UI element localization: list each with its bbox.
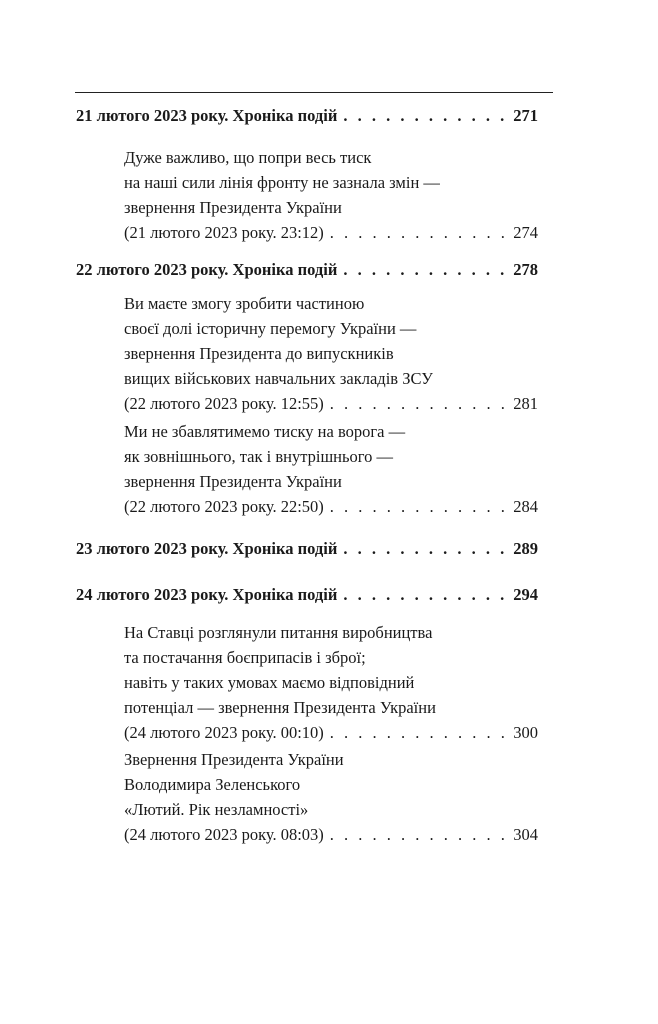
entry-page-number: 304 <box>513 825 538 844</box>
toc-entry[interactable] <box>124 620 538 745</box>
leader-dots <box>330 391 505 416</box>
leader-dots <box>330 220 505 245</box>
entry-line: своєї долі історичну перемогу України — <box>124 319 417 338</box>
entry-last-line <box>124 720 538 745</box>
toc-heading[interactable] <box>76 583 538 607</box>
leader-dots <box>343 104 505 128</box>
entry-line: На Ставці розглянули питання виробництва <box>124 623 433 642</box>
entry-line: звернення Президента до випускників <box>124 344 394 363</box>
entry-last-line <box>124 391 538 416</box>
entry-date: (22 лютого 2023 року. 12:55) <box>124 394 324 413</box>
heading-page-number: 289 <box>513 539 538 558</box>
toc-entry[interactable] <box>124 145 538 245</box>
entry-page-number: 281 <box>513 394 538 413</box>
entry-line: вищих військових навчальних закладів ЗСУ <box>124 369 433 388</box>
entry-line: Дуже важливо, що попри весь тиск <box>124 148 372 167</box>
entry-line: Володимира Зеленського <box>124 775 301 794</box>
entry-date: (24 лютого 2023 року. 08:03) <box>124 825 324 844</box>
toc-entry[interactable] <box>124 291 538 416</box>
toc-heading[interactable] <box>76 104 538 128</box>
leader-dots <box>343 537 505 561</box>
entry-line: звернення Президента України <box>124 198 342 217</box>
heading-title: 22 лютого 2023 року. Хроніка подій <box>76 260 338 279</box>
entry-line: звернення Президента України <box>124 472 342 491</box>
entry-last-line <box>124 494 538 519</box>
heading-title: 24 лютого 2023 року. Хроніка подій <box>76 585 338 604</box>
entry-line: та постачання боєприпасів і зброї; <box>124 648 366 667</box>
top-rule <box>75 92 553 93</box>
toc-heading[interactable] <box>76 537 538 561</box>
entry-line: «Лютий. Рік незламності» <box>124 800 309 819</box>
leader-dots <box>330 822 505 847</box>
heading-page-number: 271 <box>513 106 538 125</box>
leader-dots <box>330 494 505 519</box>
leader-dots <box>330 720 505 745</box>
entry-date: (24 лютого 2023 року. 00:10) <box>124 723 324 742</box>
entry-line: потенціал — звернення Президента України <box>124 698 436 717</box>
entry-page-number: 300 <box>513 723 538 742</box>
toc-heading[interactable] <box>76 258 538 282</box>
heading-page-number: 278 <box>513 260 538 279</box>
entry-page-number: 284 <box>513 497 538 516</box>
entry-last-line <box>124 220 538 245</box>
heading-title: 23 лютого 2023 року. Хроніка подій <box>76 539 338 558</box>
heading-page-number: 294 <box>513 585 538 604</box>
entry-date: (21 лютого 2023 року. 23:12) <box>124 223 324 242</box>
entry-line: навіть у таких умовах маємо відповідний <box>124 673 415 692</box>
entry-date: (22 лютого 2023 року. 22:50) <box>124 497 324 516</box>
leader-dots <box>343 258 505 282</box>
leader-dots <box>343 583 505 607</box>
entry-line: Звернення Президента України <box>124 750 344 769</box>
entry-line: на наші сили лінія фронту не зазнала змін — <box>124 173 440 192</box>
entry-page-number: 274 <box>513 223 538 242</box>
heading-title: 21 лютого 2023 року. Хроніка подій <box>76 106 338 125</box>
toc-entry[interactable] <box>124 419 538 519</box>
entry-line: Ми не збавлятимемо тиску на ворога — <box>124 422 406 441</box>
entry-last-line <box>124 822 538 847</box>
entry-line: як зовнішнього, так і внутрішнього — <box>124 447 394 466</box>
entry-line: Ви маєте змогу зробити частиною <box>124 294 365 313</box>
toc-entry[interactable] <box>124 747 538 847</box>
